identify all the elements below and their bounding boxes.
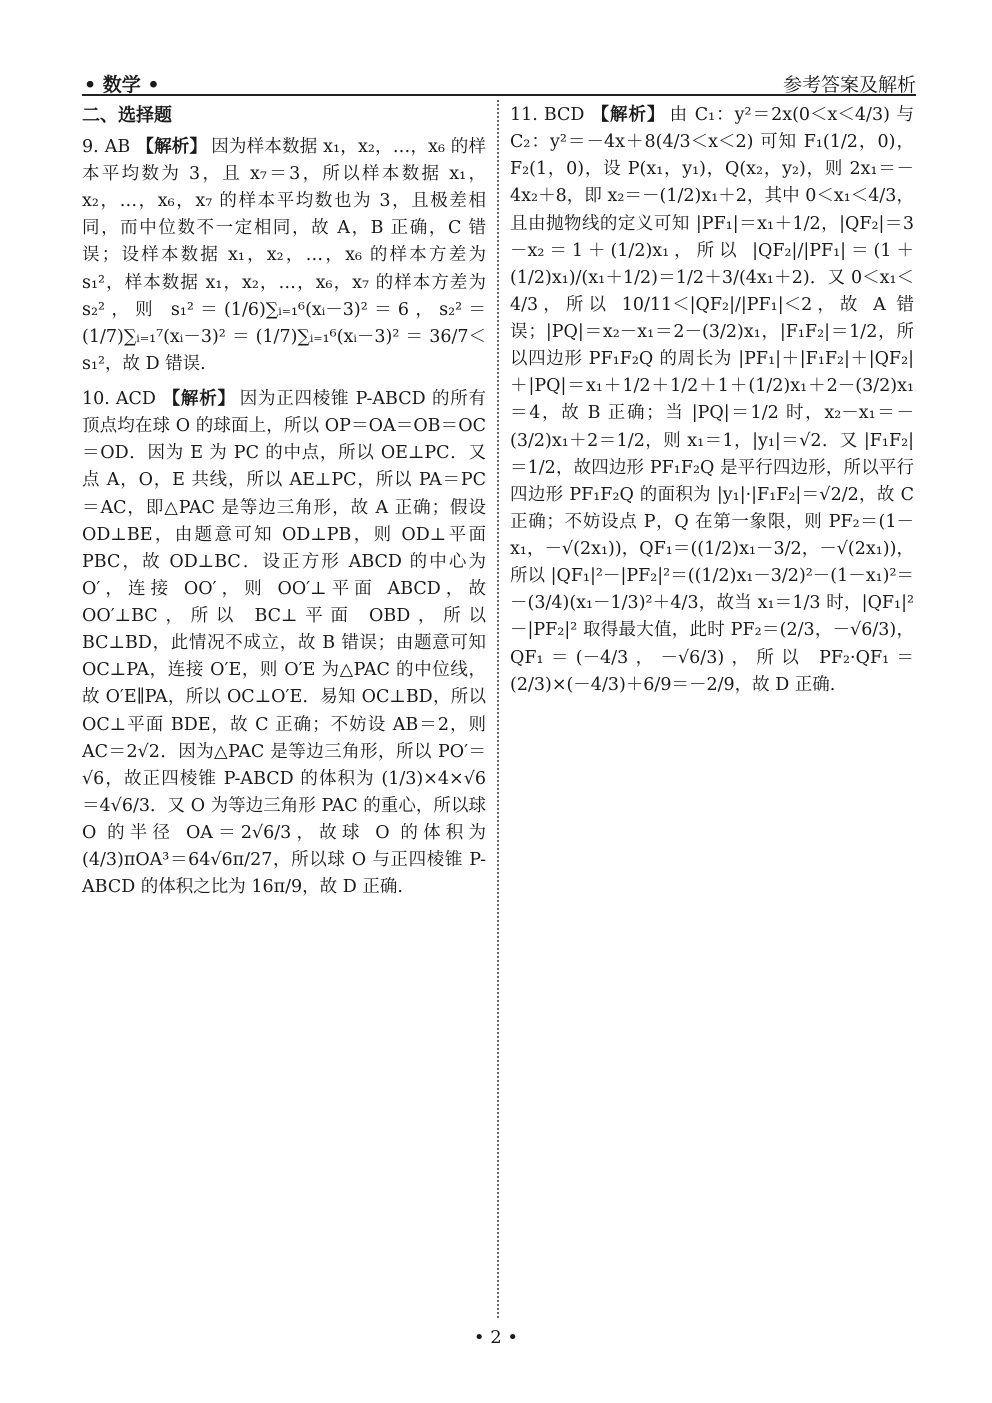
header-divider <box>82 94 916 96</box>
problem-number: 9. <box>82 136 99 157</box>
answer-letters: BCD <box>543 105 585 125</box>
right-column <box>510 102 914 707</box>
analysis-tag: 【解析】 <box>590 105 666 125</box>
header-title: 参考答案及解析 <box>782 74 916 96</box>
problem-10 <box>82 386 486 901</box>
left-column <box>82 102 486 909</box>
problem-9-text <box>82 134 486 378</box>
column-divider <box>497 100 499 1318</box>
solution-text: 因为正四棱锥 P-ABCD 的所有顶点均在球 O 的球面上，所以 OP＝OA＝OB＝OC＝OD．因为 E 为 PC 的中点，所以 OE⊥PC．又点 A，O，E 共线，所以 AE⊥PC，所以 PA＝PC＝AC，即△PAC 是等边三角形，故 A 正确；假设 OD⊥BE，由题意可知 OD⊥PB，则 OD⊥平面 PBC，故 OD⊥BC．设正方形 ABCD 的中心为 O′，连接 OO′，则 OO′⊥平面 ABCD，故 OO′⊥BC，所以 BC⊥平面 OBD，所以 BC⊥BD，此情况不成立，故 B 错误；由题意可知 OC⊥PA，连接 O′E，则 O′E 为△PAC 的中位线，故 O′E∥PA，所以 OC⊥O′E．易知 OC⊥BD，所以 OC⊥平面 BDE，故 C 正确；不妨设 AB＝2，则 AC＝2√2．因为△PAC 是等边三角形，所以 PO′＝√6，故正四棱锥 P-ABCD 的体积为 (1/3)×4×√6＝4√6/3．又 O 为等边三角形 PAC 的重心，所以球 O 的半径 OA＝2√6/3，故球 O 的体积为 (4/3)πOA³＝64√6π/27，所以球 O 与正四棱锥 P-ABCD 的体积之比为 16π/9，故 D 正确. <box>82 389 486 898</box>
analysis-tag: 【解析】 <box>161 389 236 410</box>
page-number: • 2 • <box>473 1327 519 1348</box>
section-heading: 二、选择题 <box>82 105 172 126</box>
problem-9 <box>82 134 486 378</box>
problem-11-text <box>510 102 914 699</box>
problem-number: 11. <box>510 105 538 125</box>
answer-letters: AB <box>104 136 131 157</box>
problem-10-text <box>82 386 486 901</box>
analysis-tag: 【解析】 <box>136 136 208 157</box>
solution-text: 因为样本数据 x₁，x₂，…，x₆ 的样本平均数为 3，且 x₇＝3，所以样本数据 x₁，x₂，…，x₆，x₇ 的样本平均数也为 3，且极差相同，而中位数不一定相同，故 A，B 正确，C 错误；设样本数据 x₁，x₂，…，x₆ 的样本方差为 s₁²，样本数据 x₁，x₂，…，x₆，x₇ 的样本方差为 s₂²，则 s₁²＝(1/6)∑ᵢ₌₁⁶(xᵢ－3)²＝6，s₂²＝(1/7)∑ᵢ₌₁⁷(xᵢ－3)²＝(1/7)∑ᵢ₌₁⁶(xᵢ－3)²＝36/7＜s₁²，故 D 错误. <box>82 136 487 374</box>
problem-11 <box>510 102 914 699</box>
problem-number: 10. <box>82 389 110 410</box>
solution-text: 由 C₁：y²＝2x(0＜x＜4/3) 与 C₂：y²＝－4x＋8(4/3＜x＜2) 可知 F₁(1/2，0)，F₂(1，0)，设 P(x₁，y₁)，Q(x₂，y₂)，则 2x₁＝－4x₂＋8，即 x₂＝－(1/2)x₁＋2，其中 0＜x₁＜4/3，且由抛物线的定义可知 |PF₁|＝x₁＋1/2，|QF₂|＝3－x₂＝1＋(1/2)x₁，所以 |QF₂|/|PF₁|＝(1＋(1/2)x₁)/(x₁＋1/2)＝1/2＋3/(4x₁＋2)．又 0＜x₁＜4/3，所以 10/11＜|QF₂|/|PF₁|＜2，故 A 错误；|PQ|＝x₂－x₁＝2－(3/2)x₁，|F₁F₂|＝1/2，所以四边形 PF₁F₂Q 的周长为 |PF₁|＋|F₁F₂|＋|QF₂|＋|PQ|＝x₁＋1/2＋1/2＋1＋(1/2)x₁＋2－(3/2)x₁＝4，故 B 正确；当 |PQ|＝1/2 时，x₂－x₁＝－(3/2)x₁＋2＝1/2，则 x₁＝1，|y₁|＝√2．又 |F₁F₂|＝1/2，故四边形 PF₁F₂Q 是平行四边形，所以平行四边形 PF₁F₂Q 的面积为 |y₁|·|F₁F₂|＝√2/2，故 C 正确；不妨设点 P，Q 在第一象限，则 PF₂＝(1－x₁，－√(2x₁))，QF₁＝((1/2)x₁－3/2，－√(2x₁))，所以 |QF₁|²－|PF₂|²＝((1/2)x₁－3/2)²－(1－x₁)²＝－(3/4)(x₁－1/3)²＋4/3，故当 x₁＝1/3 时，|QF₁|²－|PF₂|² 取得最大值，此时 PF₂＝(2/3，－√6/3)，QF₁＝(－4/3，－√6/3)，所以 PF₂·QF₁＝(2/3)×(－4/3)＋6/9＝－2/9，故 D 正确. <box>510 105 915 695</box>
answer-letters: ACD <box>115 389 156 410</box>
header-subject: • 数学 • <box>84 74 160 96</box>
